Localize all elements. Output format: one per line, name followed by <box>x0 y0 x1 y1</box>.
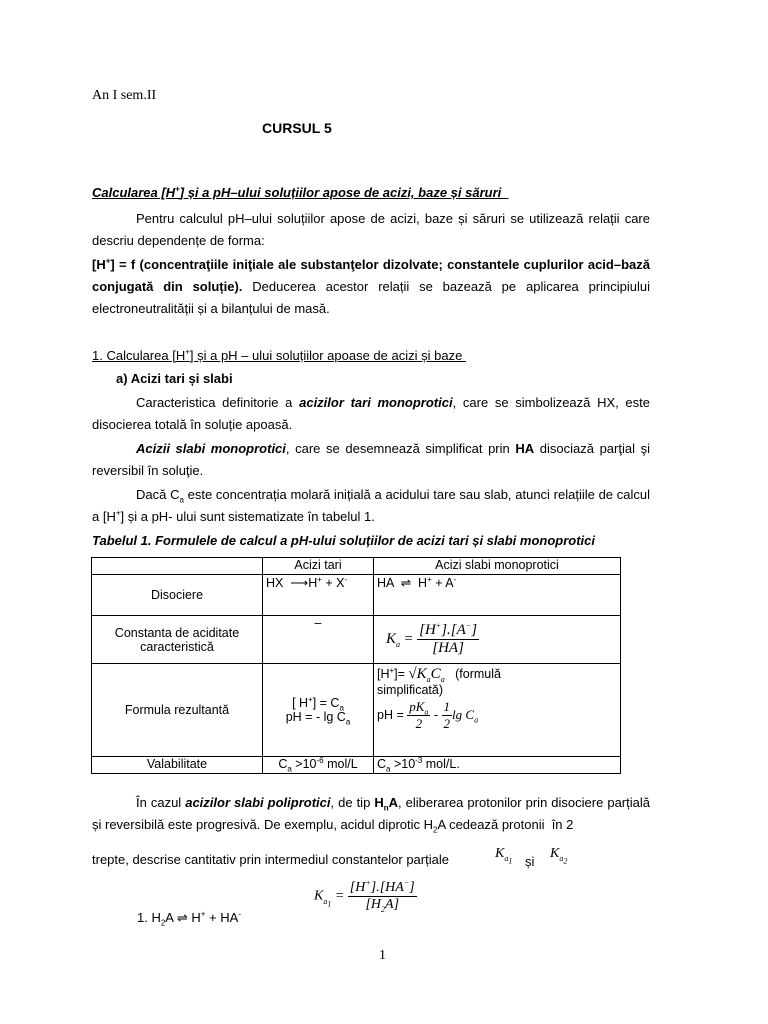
row-label-validity: Valabilitate <box>92 757 263 774</box>
weak-validity: $C_a >10^{-3}$ mol/L. <box>374 757 621 774</box>
paragraph-steps: trepte, descrise cantitativ prin intermediul constantelor parțiale <box>92 852 449 867</box>
weak-formula: $[H^+]= √K_aC_a$ (formulă simplificată) pH = $\frac{pK_a}{2}$ - $\frac{1}{2}$ $\lg C_a$ <box>374 664 621 757</box>
page-number: 1 <box>379 948 386 963</box>
paragraph-polyprotic: În cazul acizilor slabi poliprotici, de tip $H_nA$, eliberarea protonilor prin disociere parțială și reversibilă este progresivă. De exemplu, acidul diprotic $H_2A$ cedează protonii în 2 <box>92 795 650 835</box>
ka1-symbol: $K_{a_1}$ <box>495 846 513 866</box>
paragraph-formula-text: Deducerea acestor relații se bazează pe aplicarea principiului electroneutralității și a bilanțului de masă. <box>92 279 651 316</box>
equation-1: 1. $H_2A$ ⇌ H+ + HA- <box>137 909 241 928</box>
paragraph-concentration: Dacă $C_a$ este concentrația molară inițială a acidului tare sau slab, atunci relațiile de calcul a [H+] și a pH- ului sunt sistematizate în tabelul 1. <box>92 487 650 524</box>
weak-dissociation: HA ⇌ H+ + A- <box>374 575 621 616</box>
paragraph-weak-acids: Acizii slabi monoprotici, care se desemnează simplificat prin HA disociază parţial şi reversibil în soluţie. <box>92 441 650 478</box>
strong-constant: – <box>263 616 374 664</box>
section-heading-1: Calcularea [H+] și a pH–ului soluțiilor apose de acizi, baze și săruri <box>92 184 509 200</box>
strong-dissociation: HX ⟶H+ + X- <box>263 575 374 616</box>
strong-formula: [ $H^+] = C_a$ pH = - $\lg C_a$ <box>263 664 374 757</box>
page-title: CURSUL 5 <box>262 120 332 136</box>
row-label-formula: Formula rezultantă <box>92 664 263 757</box>
course-info: An I sem.II <box>92 88 157 103</box>
table-caption: Tabelul 1. Formulele de calcul a pH-ului soluțiilor de acizi tari și slabi monoprotici <box>92 533 596 548</box>
formula-table <box>91 557 621 774</box>
section-heading-2: 1. Calcularea [H+] și a pH – ului soluțiilor apoase de acizi și baze <box>92 347 466 363</box>
and-word: și <box>525 854 535 869</box>
paragraph-intro: Pentru calculul pH–ului soluțiilor apose de acizi, baze și săruri se utilizează relații care descriu dependențe de forma: <box>92 211 650 248</box>
col-header-weak: Acizi slabi monoprotici <box>374 558 621 575</box>
strong-validity: $C_a >10^{-6}$ mol/L <box>263 757 374 774</box>
paragraph-formula: [H+] = f (concentraţiile iniţiale ale substanţelor dizolvate; constantele cuplurilor acid–bază conjugată din soluție). Deducerea acestor relații se bazează pe aplicarea principiului electroneutralității și a bilanțului de masă. <box>92 256 651 316</box>
col-header-strong: Acizi tari <box>263 558 374 575</box>
subheading-a: a) Acizi tari și slabi <box>116 371 233 386</box>
paragraph-strong-acids: Caracteristica definitorie a acizilor tari monoprotici, care se simbolizează HX, este disocierea totală în soluție apoasă. <box>92 395 650 432</box>
row-label-constant: Constanta de aciditate caracteristică <box>92 616 263 664</box>
ka1-formula: $K_{a_1}$ = $\frac{[H^+].[HA^-]}{[H_2A]}$ <box>314 878 415 914</box>
ka2-symbol: $K_{a_2}$ <box>550 846 568 866</box>
row-label-dissociation: Disociere <box>92 575 263 616</box>
weak-constant-formula: $K_a$ = $\frac{[H^+].[A^-]}{[HA]}$ <box>374 616 621 664</box>
